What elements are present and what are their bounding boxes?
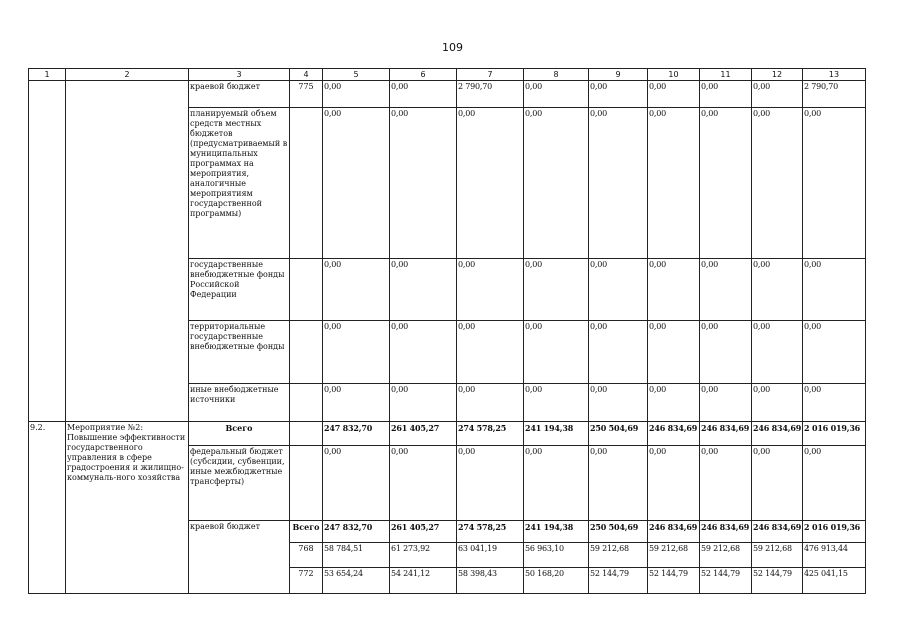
value-cell: 52 144,79	[752, 568, 803, 594]
value-cell: 58 398,43	[457, 568, 524, 594]
value-cell: 0,00	[457, 259, 524, 321]
value-cell: 0,00	[457, 321, 524, 384]
value-cell: 246 834,69	[648, 422, 700, 446]
value-cell: 476 913,44	[803, 543, 866, 568]
header-cell: 2	[66, 69, 189, 81]
code-cell: 775	[290, 81, 323, 108]
code-cell-empty	[290, 321, 323, 384]
value-cell: 246 834,69	[752, 521, 803, 543]
value-cell: 2 016 019,36	[803, 422, 866, 446]
value-cell: 0,00	[752, 321, 803, 384]
value-cell: 261 405,27	[390, 521, 457, 543]
value-cell: 250 504,69	[589, 521, 648, 543]
value-cell: 59 212,68	[752, 543, 803, 568]
header-cell: 13	[803, 69, 866, 81]
value-cell: 58 784,51	[323, 543, 390, 568]
value-cell: 0,00	[390, 81, 457, 108]
value-cell: 0,00	[803, 321, 866, 384]
value-cell: 59 212,68	[700, 543, 752, 568]
value-cell: 0,00	[589, 321, 648, 384]
value-cell: 0,00	[457, 384, 524, 422]
value-cell: 0,00	[589, 384, 648, 422]
value-cell: 0,00	[700, 259, 752, 321]
id-cell-empty	[29, 81, 66, 422]
value-cell: 59 212,68	[648, 543, 700, 568]
value-cell: 0,00	[457, 108, 524, 259]
value-cell: 0,00	[524, 81, 589, 108]
value-cell: 0,00	[390, 259, 457, 321]
value-cell: 63 041,19	[457, 543, 524, 568]
value-cell: 0,00	[700, 446, 752, 521]
name-cell-empty	[66, 81, 189, 422]
value-cell: 0,00	[390, 446, 457, 521]
header-cell: 7	[457, 69, 524, 81]
header-row	[29, 69, 866, 81]
value-cell: 0,00	[648, 446, 700, 521]
header-cell: 3	[189, 69, 290, 81]
code-cell-empty	[290, 422, 323, 446]
value-cell: 250 504,69	[589, 422, 648, 446]
value-cell: 0,00	[323, 81, 390, 108]
source-cell: краевой бюджет	[189, 81, 290, 108]
value-cell: 274 578,25	[457, 521, 524, 543]
value-cell: 0,00	[323, 384, 390, 422]
value-cell: 0,00	[803, 384, 866, 422]
source-cell: государственные внебюджетные фонды Российской Федерации	[189, 259, 290, 321]
value-cell: 2 790,70	[457, 81, 524, 108]
value-cell: 241 194,38	[524, 422, 589, 446]
value-cell: 246 834,69	[700, 422, 752, 446]
value-cell: 0,00	[752, 108, 803, 259]
value-cell: 0,00	[589, 446, 648, 521]
header-cell: 5	[323, 69, 390, 81]
value-cell: 2 790,70	[803, 81, 866, 108]
code-cell-empty	[290, 108, 323, 259]
source-cell: иные внебюджетные источники	[189, 384, 290, 422]
value-cell: 425 041,15	[803, 568, 866, 594]
value-cell: 0,00	[390, 384, 457, 422]
value-cell: 0,00	[700, 108, 752, 259]
value-cell: 59 212,68	[589, 543, 648, 568]
value-cell: 50 168,20	[524, 568, 589, 594]
value-cell: 0,00	[700, 384, 752, 422]
value-cell: 0,00	[648, 108, 700, 259]
value-cell: 0,00	[648, 259, 700, 321]
value-cell: 0,00	[323, 321, 390, 384]
header-cell: 4	[290, 69, 323, 81]
value-cell: 0,00	[700, 321, 752, 384]
value-cell: 246 834,69	[648, 521, 700, 543]
page-number: 109	[442, 41, 463, 54]
value-cell: 274 578,25	[457, 422, 524, 446]
value-cell: 0,00	[323, 108, 390, 259]
value-cell: 0,00	[700, 81, 752, 108]
code-cell: 768	[290, 543, 323, 568]
header-cell: 8	[524, 69, 589, 81]
header-cell: 10	[648, 69, 700, 81]
value-cell: 246 834,69	[752, 422, 803, 446]
source-cell: территориальные государственные внебюджетные фонды	[189, 321, 290, 384]
event-id: 9.2.	[29, 422, 66, 594]
value-cell: 0,00	[524, 446, 589, 521]
value-cell: 247 832,70	[323, 521, 390, 543]
value-cell: 0,00	[524, 321, 589, 384]
code-cell-empty	[290, 384, 323, 422]
value-cell: 0,00	[457, 446, 524, 521]
code-cell-empty	[290, 259, 323, 321]
value-cell: 52 144,79	[700, 568, 752, 594]
value-cell: 246 834,69	[700, 521, 752, 543]
value-cell: 52 144,79	[589, 568, 648, 594]
header-cell: 6	[390, 69, 457, 81]
value-cell: 2 016 019,36	[803, 521, 866, 543]
value-cell: 0,00	[803, 108, 866, 259]
value-cell: 0,00	[390, 321, 457, 384]
value-cell: 0,00	[524, 384, 589, 422]
table-row	[29, 422, 866, 446]
event-name: Мероприятие №2: Повышение эффективности государственного управления в сфере градостроения и жилищно-коммуналь-ного хозяйства	[66, 422, 189, 594]
value-cell: 0,00	[589, 108, 648, 259]
value-cell: 241 194,38	[524, 521, 589, 543]
value-cell: 0,00	[752, 259, 803, 321]
value-cell: 0,00	[589, 259, 648, 321]
value-cell: 0,00	[648, 321, 700, 384]
header-cell: 11	[700, 69, 752, 81]
table-row	[29, 81, 866, 108]
value-cell: 53 654,24	[323, 568, 390, 594]
source-cell: федеральный бюджет (субсидии, субвенции, иные межбюджетные трансферты)	[189, 446, 290, 521]
code-cell-empty	[290, 446, 323, 521]
source-cell: Всего	[189, 422, 290, 446]
value-cell: 247 832,70	[323, 422, 390, 446]
value-cell: 61 273,92	[390, 543, 457, 568]
code-cell: Всего	[290, 521, 323, 543]
value-cell: 0,00	[803, 259, 866, 321]
header-cell: 1	[29, 69, 66, 81]
budget-table	[28, 68, 866, 594]
value-cell: 0,00	[524, 259, 589, 321]
value-cell: 0,00	[323, 446, 390, 521]
value-cell: 0,00	[752, 384, 803, 422]
value-cell: 0,00	[648, 384, 700, 422]
value-cell: 0,00	[524, 108, 589, 259]
value-cell: 0,00	[323, 259, 390, 321]
value-cell: 54 241,12	[390, 568, 457, 594]
value-cell: 0,00	[803, 446, 866, 521]
value-cell: 261 405,27	[390, 422, 457, 446]
source-cell: планируемый объем средств местных бюджетов (предусматриваемый в муниципальных программах на мероприятия, аналогичные мероприятиям государственной программы)	[189, 108, 290, 259]
code-cell: 772	[290, 568, 323, 594]
header-cell: 12	[752, 69, 803, 81]
source-cell: краевой бюджет	[189, 521, 290, 594]
value-cell: 0,00	[752, 446, 803, 521]
value-cell: 0,00	[648, 81, 700, 108]
value-cell: 0,00	[589, 81, 648, 108]
header-cell: 9	[589, 69, 648, 81]
value-cell: 56 963,10	[524, 543, 589, 568]
value-cell: 0,00	[752, 81, 803, 108]
value-cell: 0,00	[390, 108, 457, 259]
value-cell: 52 144,79	[648, 568, 700, 594]
